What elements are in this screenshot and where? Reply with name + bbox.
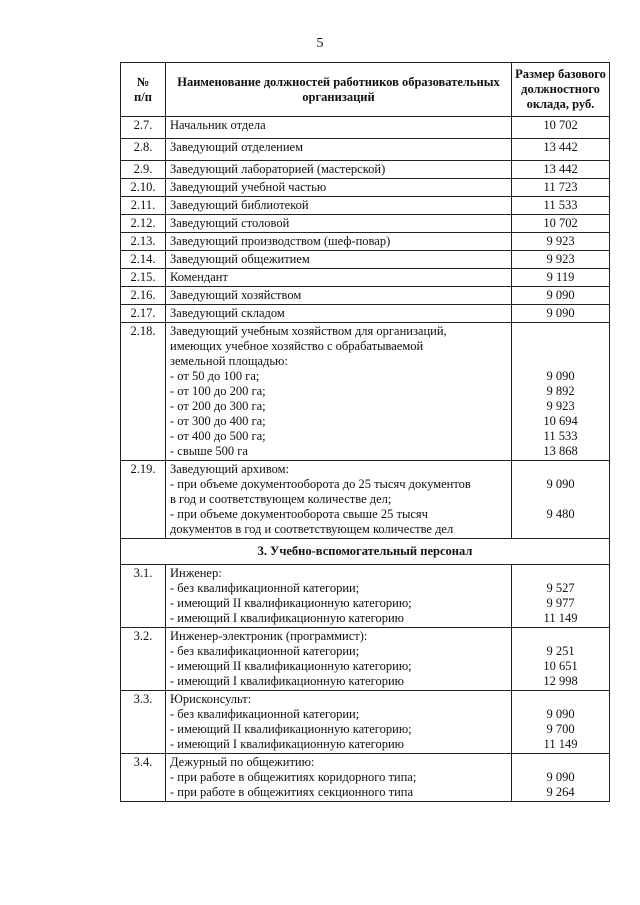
table-row: [121, 323, 610, 461]
salary-value: 9 090: [512, 287, 610, 305]
header-position-name: Наименование должностей работников образовательных организаций: [166, 63, 512, 117]
row-number: 2.7.: [121, 117, 166, 139]
position-name: Заведующий общежитием: [166, 251, 512, 269]
cell-line: 9 892: [546, 384, 575, 398]
cell-line: 9 090: [546, 707, 575, 721]
cell-line: [516, 755, 605, 770]
position-name: Заведующий учебной частью: [166, 179, 512, 197]
position-name: Заведующий складом: [166, 305, 512, 323]
cell-line: - имеющий II квалификационную категорию;: [170, 659, 412, 673]
cell-line: 9 090: [546, 770, 575, 784]
cell-line: - при работе в общежитиях коридорного типа;: [170, 770, 417, 784]
cell-line: [516, 324, 605, 339]
cell-line: [516, 462, 605, 477]
salary-value: 9 923: [512, 233, 610, 251]
table-row: [121, 269, 610, 287]
cell-line: [516, 692, 605, 707]
cell-line: 9 923: [546, 399, 575, 413]
row-number: 2.16.: [121, 287, 166, 305]
cell-line: имеющих учебное хозяйство с обрабатываемой: [170, 339, 424, 353]
cell-line: [516, 339, 605, 354]
salary-value: [512, 323, 610, 461]
table-row: [121, 139, 610, 161]
row-number: 2.15.: [121, 269, 166, 287]
cell-line: Инженер:: [170, 566, 222, 580]
position-name: [166, 565, 512, 628]
row-number: 2.12.: [121, 215, 166, 233]
cell-line: - свыше 500 га: [170, 444, 248, 458]
row-number: 3.4.: [121, 754, 166, 802]
row-number: 2.18.: [121, 323, 166, 461]
cell-line: - при объеме документооборота до 25 тысяч документов: [170, 477, 471, 491]
header-num: № п/п: [121, 63, 166, 117]
cell-line: [516, 629, 605, 644]
table-row: [121, 287, 610, 305]
table-row: [121, 461, 610, 539]
salary-value: 9 119: [512, 269, 610, 287]
table-header-row: [121, 63, 610, 117]
salary-table: [120, 62, 610, 802]
cell-line: [516, 566, 605, 581]
table-row: [121, 691, 610, 754]
position-name: [166, 691, 512, 754]
table-row: [121, 215, 610, 233]
table-row: [121, 251, 610, 269]
page-number: 5: [316, 36, 324, 51]
salary-value: [512, 461, 610, 539]
cell-line: 9 480: [546, 507, 575, 521]
row-number: 3.2.: [121, 628, 166, 691]
cell-line: - без квалификационной категории;: [170, 707, 360, 721]
cell-line: 11 149: [543, 611, 578, 625]
cell-line: 12 998: [543, 674, 578, 688]
row-number: 2.9.: [121, 161, 166, 179]
row-number: 2.17.: [121, 305, 166, 323]
row-number: 2.19.: [121, 461, 166, 539]
cell-line: 9 264: [546, 785, 575, 799]
salary-value: 13 442: [512, 139, 610, 161]
cell-line: 9 977: [546, 596, 575, 610]
position-name: Заведующий отделением: [166, 139, 512, 161]
cell-line: 13 868: [543, 444, 578, 458]
cell-line: 9 251: [546, 644, 575, 658]
position-name: [166, 754, 512, 802]
salary-value: 13 442: [512, 161, 610, 179]
section-row: [121, 539, 610, 565]
cell-line: 9 090: [546, 369, 575, 383]
cell-line: - имеющий I квалификационную категорию: [170, 674, 404, 688]
section-title: 3. Учебно-вспомогательный персонал: [121, 539, 610, 565]
salary-value: [512, 691, 610, 754]
salary-value: 11 723: [512, 179, 610, 197]
cell-line: Заведующий архивом:: [170, 462, 290, 476]
salary-value: 9 923: [512, 251, 610, 269]
salary-value: 9 090: [512, 305, 610, 323]
salary-value: [512, 628, 610, 691]
cell-line: [516, 492, 605, 507]
cell-line: 11 149: [543, 737, 578, 751]
cell-line: Заведующий учебным хозяйством для организаций,: [170, 324, 447, 338]
position-name: Начальник отдела: [166, 117, 512, 139]
table-row: [121, 628, 610, 691]
position-name: Комендант: [166, 269, 512, 287]
cell-line: [516, 522, 605, 537]
position-name: [166, 628, 512, 691]
table-row: [121, 197, 610, 215]
cell-line: - при объеме документооборота свыше 25 тысяч: [170, 507, 428, 521]
cell-line: - от 300 до 400 га;: [170, 414, 266, 428]
cell-line: Инженер-электроник (программист):: [170, 629, 368, 643]
cell-line: 10 694: [543, 414, 578, 428]
salary-value: 11 533: [512, 197, 610, 215]
cell-line: 10 651: [543, 659, 578, 673]
cell-line: - от 400 до 500 га;: [170, 429, 266, 443]
cell-line: - без квалификационной категории;: [170, 581, 360, 595]
position-name: Заведующий столовой: [166, 215, 512, 233]
row-number: 3.1.: [121, 565, 166, 628]
cell-line: [516, 354, 605, 369]
cell-line: - без квалификационной категории;: [170, 644, 360, 658]
row-number: 3.3.: [121, 691, 166, 754]
table-row: [121, 305, 610, 323]
cell-line: в год и соответствующем количестве дел;: [170, 492, 392, 506]
header-salary: Размер базового должностного оклада, руб.: [512, 63, 610, 117]
table-row: [121, 161, 610, 179]
row-number: 2.10.: [121, 179, 166, 197]
cell-line: Дежурный по общежитию:: [170, 755, 315, 769]
table-row: [121, 565, 610, 628]
salary-value: [512, 565, 610, 628]
cell-line: Юрисконсульт:: [170, 692, 252, 706]
position-name: [166, 323, 512, 461]
cell-line: земельной площадью:: [170, 354, 288, 368]
cell-line: - от 50 до 100 га;: [170, 369, 260, 383]
cell-line: - имеющий II квалификационную категорию;: [170, 722, 412, 736]
salary-value: 10 702: [512, 215, 610, 233]
cell-line: - от 200 до 300 га;: [170, 399, 266, 413]
cell-line: 9 090: [546, 477, 575, 491]
cell-line: 9 700: [546, 722, 575, 736]
table-body: [121, 117, 610, 802]
salary-value: [512, 754, 610, 802]
row-number: 2.14.: [121, 251, 166, 269]
row-number: 2.13.: [121, 233, 166, 251]
salary-value: 10 702: [512, 117, 610, 139]
row-number: 2.11.: [121, 197, 166, 215]
cell-line: 9 527: [546, 581, 575, 595]
row-number: 2.8.: [121, 139, 166, 161]
table-row: [121, 233, 610, 251]
position-name: [166, 461, 512, 539]
position-name: Заведующий производством (шеф-повар): [166, 233, 512, 251]
cell-line: - имеющий II квалификационную категорию;: [170, 596, 412, 610]
cell-line: 11 533: [543, 429, 578, 443]
cell-line: документов в год и соответствующем количестве дел: [170, 522, 454, 536]
cell-line: - от 100 до 200 га;: [170, 384, 266, 398]
cell-line: - имеющий I квалификационную категорию: [170, 611, 404, 625]
table-row: [121, 117, 610, 139]
position-name: Заведующий хозяйством: [166, 287, 512, 305]
table-row: [121, 179, 610, 197]
position-name: Заведующий библиотекой: [166, 197, 512, 215]
cell-line: - при работе в общежитиях секционного типа: [170, 785, 413, 799]
position-name: Заведующий лабораторией (мастерской): [166, 161, 512, 179]
cell-line: - имеющий I квалификационную категорию: [170, 737, 404, 751]
table-row: [121, 754, 610, 802]
